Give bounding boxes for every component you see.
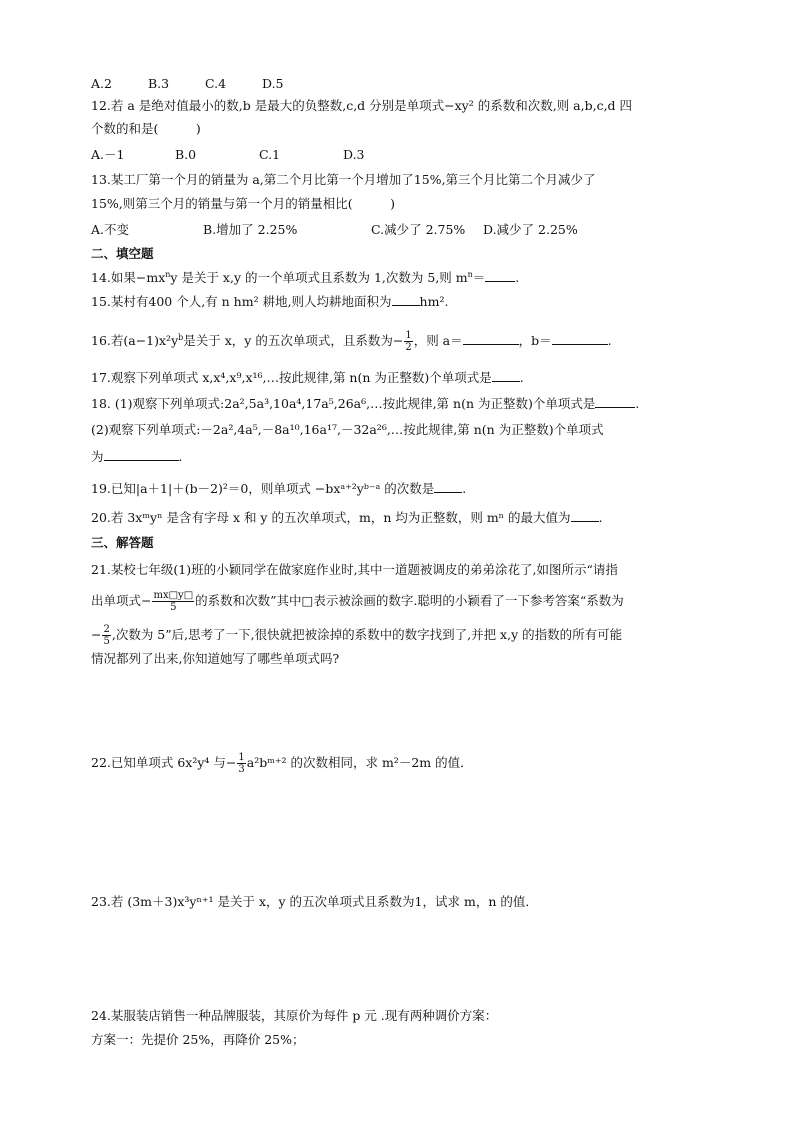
q13-option-d: D.减少了 2.25% [483,222,578,237]
q14-answer-blank[interactable] [485,270,515,282]
q16-fraction [404,330,412,353]
q18-part1-answer-blank[interactable] [595,396,635,408]
q18-part-1 [91,396,711,412]
q12-line-2: 个数的和是( ) [91,121,201,136]
q12-line-1: 12.若 a 是绝对值最小的数,b 是最大的负整数,c,d 分别是单项式−xy² 的系数和次数,则 a,b,c,d 四 [91,98,633,113]
q16-sup-a: b [178,332,184,342]
q23: 23.若 (3m＋3)x³yⁿ⁺¹ 是关于 x，y 的五次单项式且系数为1，试求 m，n 的值． [91,894,538,909]
q16-end: . [607,333,612,348]
q18-part2-answer-blank[interactable] [104,449,179,461]
q20 [91,510,711,526]
q21-line3-fraction [102,624,110,647]
q13-option-b: B.增加了 2.25% [203,222,298,237]
q17 [91,370,711,386]
q18-part1-end: . [635,396,640,411]
q14-sup-b: n [467,269,473,279]
q14-text-b: y 是关于 x,y 的一个单项式且系数为 1,次数为 5,则 m [170,270,468,285]
q22-text-b: a²bᵐ⁺² 的次数相同，求 m²－2m 的值． [246,755,473,770]
q12-option-d: D.3 [343,147,365,162]
q21-line3-frac-num: 2 [103,624,110,635]
q18-part1-text: 18. (1)观察下列单项式:2a²,5a³,10a⁴,17a⁵,26a⁶,…按此规律,第 n(n 为正整数)个单项式是 [91,396,596,411]
q16-text-b: 是关于 x，y 的五次单项式，且系数为− [183,333,404,348]
q19-text: 19.已知|a＋1|＋(b－2)²＝0，则单项式 −bxᵃ⁺²yᵇ⁻ᵃ 的次数是 [91,481,435,496]
q21-line2-frac-num: mx□y□ [153,590,194,601]
q11-option-a: A.2 [91,76,112,91]
q21-line2-frac-den: 5 [170,602,177,613]
q21-line-2 [91,590,711,613]
q18-part-2: (2)观察下列单项式:－2a²,4a⁵,－8a¹⁰,16a¹⁷,－32a²⁶,…按此规律,第 n(n 为正整数)个单项式 [91,422,604,437]
q21-line2-fraction [152,590,194,613]
q16-frac-num: 1 [405,330,412,341]
q13-option-a: A.不变 [91,222,130,237]
q24-line-1: 24.某服装店销售一种品牌服装，其原价为每件 p 元 .现有两种调价方案： [91,1008,498,1023]
q22-frac-num: 1 [238,752,245,763]
q22 [91,752,711,775]
q11-options [91,76,711,92]
q17-answer-blank[interactable] [492,370,520,382]
q20-answer-blank[interactable] [571,510,599,522]
q24-line-2: 方案一：先提价 25%，再降价 25%； [91,1032,305,1047]
q22-fraction [237,752,245,775]
q11-option-b: B.3 [148,76,170,91]
q14-sup-a: n [165,269,171,279]
q19 [91,481,711,497]
q21-line3-frac-den: 5 [103,636,110,647]
q21-line-4: 情况都列了出来,你知道她写了哪些单项式吗? [91,651,340,666]
q16-text-c: ，则 a＝ [413,333,463,348]
q13-options [91,222,711,238]
section-fill-in-title: 二、填空题 [91,246,154,261]
q11-option-d: D.5 [262,76,284,91]
q14-text-a: 14.如果−mx [91,270,166,285]
q20-end: . [598,510,603,525]
q13-option-c: C.减少了 2.75% [371,222,466,237]
q12-options [91,147,711,163]
q16-answer-blank-a[interactable] [463,333,519,345]
q18-part-2-cont [91,449,711,465]
q21-line2-text-b: 的系数和次数”其中□表示被涂画的数字.聪明的小颖看了一下参考答案“系数为 [195,593,624,608]
q15-answer-blank[interactable] [392,294,420,306]
q22-text-a: 22.已知单项式 6x²y⁴ 与− [91,755,237,770]
q19-end: . [462,481,467,496]
q16-text-d: ，b＝ [518,333,552,348]
q12-option-a: A.－1 [91,147,125,162]
q15-text-b: hm². [419,294,449,309]
q15-text-a: 15.某村有400 个人,有 n hm² 耕地,则人均耕地面积为 [91,294,392,309]
q21-line2-text-a: 出单项式− [91,593,152,608]
q22-frac-den: 3 [238,764,245,775]
q17-text: 17.观察下列单项式 x,x⁴,x⁹,x¹⁶,…按此规律,第 n(n 为正整数)个单项式是 [91,370,492,385]
q16-answer-blank-b[interactable] [552,333,608,345]
q21-line3-text-a: − [91,627,102,642]
q16-frac-den: 2 [405,342,412,353]
q21-line-3 [91,624,711,647]
q21-line3-text-b: ,次数为 5”后,思考了一下,很快就把被涂掉的系数中的数字找到了,并把 x,y 的指数的所有可能 [111,627,623,642]
q16-text-a: 16.若(a−1)x²y [91,333,179,348]
q20-text: 20.若 3xᵐyⁿ 是含有字母 x 和 y 的五次单项式，m，n 均为正整数，则 mⁿ 的最大值为 [91,510,571,525]
q11-option-c: C.4 [205,76,227,91]
q13-line-2: 15%,则第三个月的销量与第一个月的销量相比( ) [91,196,396,211]
q14-text-c: ＝ [472,270,486,285]
q12-option-c: C.1 [259,147,281,162]
q19-answer-blank[interactable] [434,481,462,493]
q12-option-b: B.0 [175,147,197,162]
q13-line-1: 13.某工厂第一个月的销量为 a,第二个月比第一个月增加了15%,第三个月比第二个月减少了 [91,172,596,187]
q18-part2-cont-text: 为 [91,449,104,464]
q16 [91,330,711,353]
q15 [91,294,711,310]
q21-line-1: 21.某校七年级(1)班的小颖同学在做家庭作业时,其中一道题被调皮的弟弟涂花了,如图所示“请指 [91,562,618,577]
section-answer-title: 三、解答题 [91,535,154,550]
q14 [91,270,711,286]
q18-part2-end: . [178,449,183,464]
q17-end: . [519,370,524,385]
q14-end: . [515,270,520,285]
